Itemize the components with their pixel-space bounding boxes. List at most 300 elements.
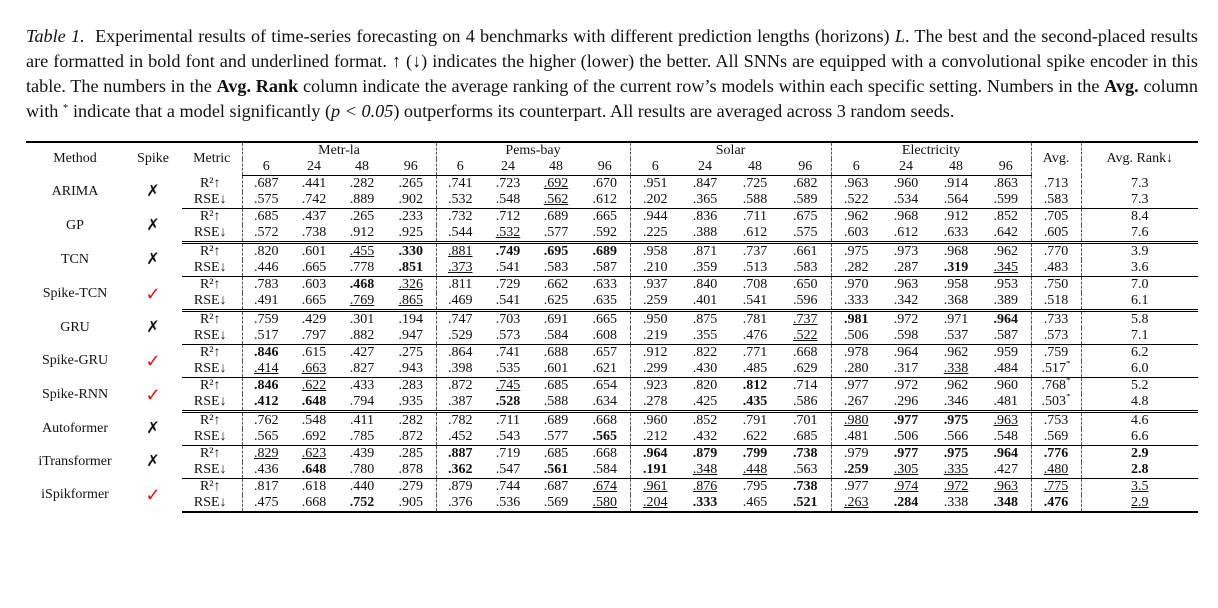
value-cell: .962 — [844, 209, 869, 224]
value-cell: .737 — [780, 311, 831, 329]
avg-rank-cell: 4.8 — [1081, 394, 1198, 412]
value-cell: .204 — [630, 495, 680, 512]
metric-label: RSE↓ — [182, 394, 242, 412]
value-cell: .481 — [831, 429, 881, 446]
value-cell: .785 — [338, 429, 386, 446]
value-cell: .437 — [301, 209, 327, 224]
value-cell: .687 — [254, 176, 279, 191]
value-cell: .326 — [386, 277, 436, 294]
value-cell: .912 — [943, 209, 969, 224]
avg-rank-cell: 5.2 — [1131, 378, 1149, 393]
value-cell: .943 — [386, 361, 436, 378]
value-cell: .612 — [881, 225, 931, 243]
value-cell: .914 — [943, 176, 969, 191]
value-cell: .338 — [931, 495, 981, 512]
value-cell: .548 — [301, 413, 327, 428]
value-cell: .528 — [484, 394, 532, 412]
value-cell: .771 — [742, 345, 768, 360]
value-cell: .827 — [338, 361, 386, 378]
caption-bold-avg: Avg. — [1104, 76, 1139, 97]
value-cell: .633 — [580, 277, 630, 294]
value-cell: .852 — [692, 413, 718, 428]
value-cell: .263 — [831, 495, 881, 512]
table-row — [26, 311, 1198, 329]
value-cell: .741 — [448, 176, 473, 191]
value-cell: .521 — [780, 495, 831, 512]
value-cell: .962 — [981, 243, 1031, 261]
value-cell: .435 — [730, 394, 780, 412]
value-cell: .411 — [350, 413, 374, 428]
value-cell: .365 — [680, 192, 730, 209]
value-cell: .711 — [743, 209, 768, 224]
value-cell: .840 — [692, 277, 718, 292]
value-cell: .668 — [290, 495, 338, 512]
value-cell: .529 — [436, 328, 484, 345]
value-cell: .548 — [981, 429, 1031, 446]
value-cell: .708 — [742, 277, 768, 292]
header-dataset-metr-la: Metr-la — [242, 142, 436, 159]
value-cell: .963 — [893, 277, 919, 292]
avg-cell: .518 — [1031, 293, 1081, 311]
value-cell: .972 — [893, 378, 919, 393]
header-avg-rank: Avg. Rank↓ — [1081, 142, 1198, 176]
value-cell: .692 — [543, 176, 569, 191]
value-cell: .191 — [630, 462, 680, 479]
value-cell: .513 — [730, 260, 780, 277]
value-cell: .960 — [981, 378, 1031, 395]
value-cell: .685 — [543, 446, 569, 461]
avg-cell: .569 — [1031, 429, 1081, 446]
avg-rank-cell: 5.8 — [1131, 312, 1149, 327]
value-cell: .212 — [630, 429, 680, 446]
value-cell: .975 — [943, 413, 969, 428]
avg-rank-cell: 7.1 — [1081, 328, 1198, 345]
value-cell: .781 — [742, 312, 768, 327]
value-cell: .968 — [893, 209, 919, 224]
value-cell: .762 — [254, 413, 279, 428]
value-cell: .829 — [254, 446, 279, 461]
value-cell: .872 — [448, 378, 473, 393]
avg-rank-cell: 4.6 — [1131, 413, 1149, 428]
value-cell: .889 — [338, 192, 386, 209]
table-row — [26, 446, 1198, 463]
value-cell: .689 — [543, 413, 569, 428]
avg-cell: .476 — [1031, 495, 1081, 512]
value-cell: .674 — [580, 479, 630, 496]
avg-cell: .775 — [1031, 479, 1081, 496]
value-cell: .972 — [893, 312, 919, 327]
value-cell: .335 — [931, 462, 981, 479]
avg-rank-cell: 3.9 — [1131, 244, 1149, 259]
value-cell: .476 — [730, 328, 780, 345]
metric-label: R²↑ — [182, 479, 242, 496]
value-cell: .346 — [931, 394, 981, 412]
value-cell: .719 — [495, 446, 521, 461]
value-cell: .541 — [484, 293, 532, 311]
value-cell: .333 — [831, 293, 881, 311]
value-cell: .455 — [349, 244, 375, 259]
value-cell: .544 — [436, 225, 484, 243]
method-name: Autoformer — [41, 420, 109, 436]
table-row — [26, 361, 1198, 378]
value-cell: .468 — [349, 277, 375, 292]
value-cell: .654 — [580, 378, 630, 395]
value-cell: .959 — [981, 345, 1031, 362]
value-cell: .565 — [580, 429, 630, 446]
header-horizon: 48 — [532, 159, 580, 176]
header-horizon: 6 — [436, 159, 484, 176]
value-cell: .612 — [580, 192, 630, 209]
caption-math: p < 0.05 — [331, 101, 394, 122]
value-cell: .794 — [338, 394, 386, 412]
spike-cross-icon: ✗ — [146, 419, 160, 437]
value-cell: .219 — [630, 328, 680, 345]
avg-cell: .573 — [1031, 328, 1081, 345]
value-cell: .937 — [643, 277, 668, 292]
value-cell: .506 — [831, 328, 881, 345]
value-cell: .596 — [780, 293, 831, 311]
value-cell: .964 — [643, 446, 668, 461]
value-cell: .979 — [844, 446, 869, 461]
avg-cell: .517* — [1031, 361, 1081, 378]
value-cell: .265 — [349, 209, 375, 224]
value-cell: .282 — [831, 260, 881, 277]
value-cell: .689 — [580, 243, 630, 261]
value-cell: .875 — [692, 312, 718, 327]
value-cell: .282 — [349, 176, 375, 191]
value-cell: .685 — [780, 429, 831, 446]
table-row — [26, 293, 1198, 311]
value-cell: .562 — [532, 192, 580, 209]
method-name: GRU — [60, 319, 90, 335]
avg-rank-cell: 2.9 — [1081, 495, 1198, 512]
value-cell: .373 — [436, 260, 484, 277]
caption-text-3: column indicate the average ranking of the current row’s models within each specific setting. Numbers in the — [298, 76, 1105, 97]
value-cell: .665 — [290, 260, 338, 277]
value-cell: .935 — [386, 394, 436, 412]
value-cell: .964 — [893, 345, 919, 360]
caption-star: * — [62, 102, 69, 115]
avg-cell: .483 — [1031, 260, 1081, 277]
caption-text-5: indicate that a model significantly ( — [68, 101, 332, 122]
avg-rank-cell: 6.1 — [1081, 293, 1198, 311]
value-cell: .820 — [254, 244, 279, 259]
value-cell: .865 — [386, 293, 436, 311]
metric-label: R²↑ — [182, 412, 242, 430]
method-name: TCN — [61, 251, 89, 267]
value-cell: .974 — [893, 479, 919, 494]
value-cell: .975 — [844, 244, 869, 259]
header-dataset-pems-bay: Pems-bay — [436, 142, 630, 159]
value-cell: .635 — [580, 293, 630, 311]
value-cell: .692 — [290, 429, 338, 446]
metric-label: R²↑ — [182, 311, 242, 329]
value-cell: .517 — [242, 328, 290, 345]
value-cell: .625 — [532, 293, 580, 311]
value-cell: .534 — [881, 192, 931, 209]
avg-rank-cell: 6.6 — [1081, 429, 1198, 446]
value-cell: .749 — [495, 244, 521, 259]
table-row — [26, 378, 1198, 395]
header-horizon: 24 — [484, 159, 532, 176]
value-cell: .745 — [495, 378, 521, 393]
header-spike: Spike — [124, 142, 182, 176]
value-cell: .685 — [254, 209, 279, 224]
metric-label: RSE↓ — [182, 462, 242, 479]
value-cell: .953 — [981, 277, 1031, 294]
value-cell: .588 — [730, 192, 780, 209]
value-cell: .333 — [680, 495, 730, 512]
value-cell: .648 — [290, 462, 338, 479]
value-cell: .598 — [881, 328, 931, 345]
value-cell: .847 — [692, 176, 718, 191]
header-avg: Avg. — [1031, 142, 1081, 176]
header-horizon: 96 — [981, 159, 1031, 176]
value-cell: .662 — [543, 277, 569, 292]
value-cell: .902 — [386, 192, 436, 209]
value-cell: .752 — [338, 495, 386, 512]
value-cell: .225 — [630, 225, 680, 243]
avg-cell: .733 — [1031, 311, 1081, 329]
value-cell: .535 — [484, 361, 532, 378]
value-cell: .587 — [981, 328, 1031, 345]
value-cell: .689 — [543, 209, 569, 224]
value-cell: .650 — [780, 277, 831, 294]
value-cell: .296 — [881, 394, 931, 412]
value-cell: .259 — [630, 293, 680, 311]
caption-text-2: . The best and the second-placed results are formatted in bold font and underlined format. ↑ (↓) indicates the higher (lower) the better. All SNNs are equipped with a convolutional spike encoder in this table. The numbers in the — [26, 26, 1199, 97]
value-cell: .629 — [780, 361, 831, 378]
value-cell: .532 — [436, 192, 484, 209]
value-cell: .964 — [981, 446, 1031, 463]
value-cell: .572 — [242, 225, 290, 243]
method-name: iTransformer — [38, 454, 112, 469]
value-cell: .427 — [349, 345, 375, 360]
value-cell: .440 — [349, 479, 375, 494]
table-row — [26, 277, 1198, 294]
value-cell: .759 — [254, 312, 279, 327]
value-cell: .738 — [290, 225, 338, 243]
value-cell: .977 — [844, 479, 869, 494]
value-cell: .548 — [484, 192, 532, 209]
metric-label: R²↑ — [182, 345, 242, 362]
value-cell: .687 — [543, 479, 569, 494]
value-cell: .588 — [532, 394, 580, 412]
value-cell: .612 — [730, 225, 780, 243]
metric-label: RSE↓ — [182, 260, 242, 277]
value-cell: .355 — [680, 328, 730, 345]
value-cell: .863 — [981, 176, 1031, 193]
value-cell: .971 — [943, 312, 969, 327]
value-cell: .506 — [881, 429, 931, 446]
value-cell: .950 — [643, 312, 668, 327]
avg-cell: .776 — [1031, 446, 1081, 463]
value-cell: .282 — [386, 412, 436, 430]
avg-cell: .759 — [1031, 345, 1081, 362]
value-cell: .711 — [496, 413, 520, 428]
value-cell: .712 — [495, 209, 521, 224]
metric-label: RSE↓ — [182, 361, 242, 378]
method-name: Spike-RNN — [41, 386, 109, 402]
value-cell: .846 — [254, 345, 279, 360]
value-cell: .695 — [543, 244, 569, 259]
table-row — [26, 192, 1198, 209]
value-cell: .388 — [680, 225, 730, 243]
value-cell: .485 — [730, 361, 780, 378]
value-cell: .603 — [301, 277, 327, 292]
value-cell: .665 — [580, 209, 630, 226]
value-cell: .580 — [580, 495, 630, 512]
value-cell: .882 — [338, 328, 386, 345]
value-cell: .608 — [580, 328, 630, 345]
spike-check-icon: ✓ — [145, 384, 161, 405]
value-cell: .701 — [780, 412, 831, 430]
method-name: ARIMA — [51, 184, 99, 199]
spike-check-icon: ✓ — [145, 351, 161, 371]
table-caption — [26, 24, 1198, 124]
value-cell: .905 — [386, 495, 436, 512]
value-cell: .783 — [254, 277, 279, 292]
value-cell: .491 — [242, 293, 290, 311]
value-cell: .348 — [680, 462, 730, 479]
value-cell: .481 — [981, 394, 1031, 412]
value-cell: .267 — [831, 394, 881, 412]
value-cell: .412 — [242, 394, 290, 412]
avg-rank-cell: 3.5 — [1131, 479, 1149, 494]
method-name: Spike-TCN — [42, 285, 108, 301]
value-cell: .871 — [692, 244, 718, 259]
value-cell: .425 — [680, 394, 730, 412]
value-cell: .887 — [448, 446, 473, 461]
avg-rank-cell: 6.0 — [1081, 361, 1198, 378]
value-cell: .675 — [780, 209, 831, 226]
value-cell: .202 — [630, 192, 680, 209]
value-cell: .822 — [692, 345, 718, 360]
value-cell: .564 — [931, 192, 981, 209]
value-cell: .951 — [643, 176, 668, 191]
value-cell: .668 — [780, 345, 831, 362]
value-cell: .541 — [730, 293, 780, 311]
value-cell: .583 — [780, 260, 831, 277]
value-cell: .797 — [290, 328, 338, 345]
value-cell: .284 — [881, 495, 931, 512]
header-method: Method — [26, 142, 124, 176]
value-cell: .742 — [290, 192, 338, 209]
value-cell: .233 — [386, 209, 436, 226]
value-cell: .342 — [881, 293, 931, 311]
value-cell: .657 — [580, 345, 630, 362]
avg-cell: .768* — [1031, 378, 1081, 395]
header-dataset-solar: Solar — [630, 142, 831, 159]
value-cell: .469 — [436, 293, 484, 311]
value-cell: .618 — [301, 479, 327, 494]
header-horizon: 6 — [831, 159, 881, 176]
avg-rank-cell: 7.3 — [1131, 175, 1149, 191]
avg-rank-cell: 8.4 — [1131, 209, 1149, 224]
value-cell: .970 — [844, 277, 869, 292]
value-cell: .389 — [981, 293, 1031, 311]
value-cell: .398 — [436, 361, 484, 378]
value-cell: .305 — [881, 462, 931, 479]
value-cell: .259 — [831, 462, 881, 479]
avg-cell: .753 — [1031, 412, 1081, 430]
value-cell: .275 — [386, 345, 436, 362]
value-cell: .522 — [831, 192, 881, 209]
value-cell: .265 — [386, 176, 436, 193]
value-cell: .738 — [780, 479, 831, 496]
value-cell: .980 — [844, 413, 869, 428]
spike-cross-icon: ✗ — [146, 453, 160, 470]
avg-cell: .583 — [1031, 192, 1081, 209]
method-name: GP — [66, 217, 84, 233]
table-row — [26, 225, 1198, 243]
caption-text-6: ) outperforms its counterpart. All results are averaged across 3 random seeds. — [393, 101, 955, 122]
value-cell: .603 — [831, 225, 881, 243]
avg-cell: .770 — [1031, 243, 1081, 261]
value-cell: .577 — [532, 225, 580, 243]
value-cell: .210 — [630, 260, 680, 277]
header-horizon: 96 — [780, 159, 831, 176]
value-cell: .338 — [931, 361, 981, 378]
value-cell: .561 — [532, 462, 580, 479]
value-cell: .977 — [893, 413, 919, 428]
value-cell: .592 — [580, 225, 630, 243]
value-cell: .319 — [931, 260, 981, 277]
metric-label: RSE↓ — [182, 293, 242, 311]
value-cell: .348 — [981, 495, 1031, 512]
caption-text-1: Experimental results of time-series forecasting on 4 benchmarks with different prediction lengths (horizons) — [95, 26, 895, 47]
value-cell: .836 — [692, 209, 718, 224]
value-cell: .583 — [532, 260, 580, 277]
value-cell: .963 — [981, 479, 1031, 496]
method-name: Spike-GRU — [41, 353, 109, 368]
value-cell: .879 — [692, 446, 718, 461]
value-cell: .958 — [643, 244, 668, 259]
value-cell: .623 — [301, 446, 327, 461]
avg-rank-cell: 2.9 — [1131, 446, 1149, 461]
table-row — [26, 495, 1198, 512]
value-cell: .960 — [643, 413, 668, 428]
value-cell: .879 — [448, 479, 473, 494]
avg-cell: .503* — [1031, 394, 1081, 412]
metric-label: R²↑ — [182, 277, 242, 294]
value-cell: .670 — [580, 176, 630, 193]
spike-cross-icon: ✗ — [146, 318, 160, 336]
avg-cell: .480 — [1031, 462, 1081, 479]
value-cell: .577 — [532, 429, 580, 446]
value-cell: .769 — [338, 293, 386, 311]
value-cell: .738 — [780, 446, 831, 463]
value-cell: .536 — [484, 495, 532, 512]
value-cell: .401 — [680, 293, 730, 311]
table-row — [26, 260, 1198, 277]
value-cell: .601 — [532, 361, 580, 378]
value-cell: .475 — [242, 495, 290, 512]
header-horizon: 96 — [386, 159, 436, 176]
value-cell: .359 — [680, 260, 730, 277]
value-cell: .732 — [448, 209, 473, 224]
value-cell: .465 — [730, 495, 780, 512]
value-cell: .958 — [943, 277, 969, 292]
value-cell: .963 — [981, 412, 1031, 430]
value-cell: .968 — [943, 244, 969, 259]
value-cell: .430 — [680, 361, 730, 378]
metric-label: R²↑ — [182, 176, 242, 193]
metric-label: R²↑ — [182, 209, 242, 226]
value-cell: .436 — [242, 462, 290, 479]
spike-cross-icon: ✗ — [146, 250, 160, 268]
value-cell: .621 — [580, 361, 630, 378]
